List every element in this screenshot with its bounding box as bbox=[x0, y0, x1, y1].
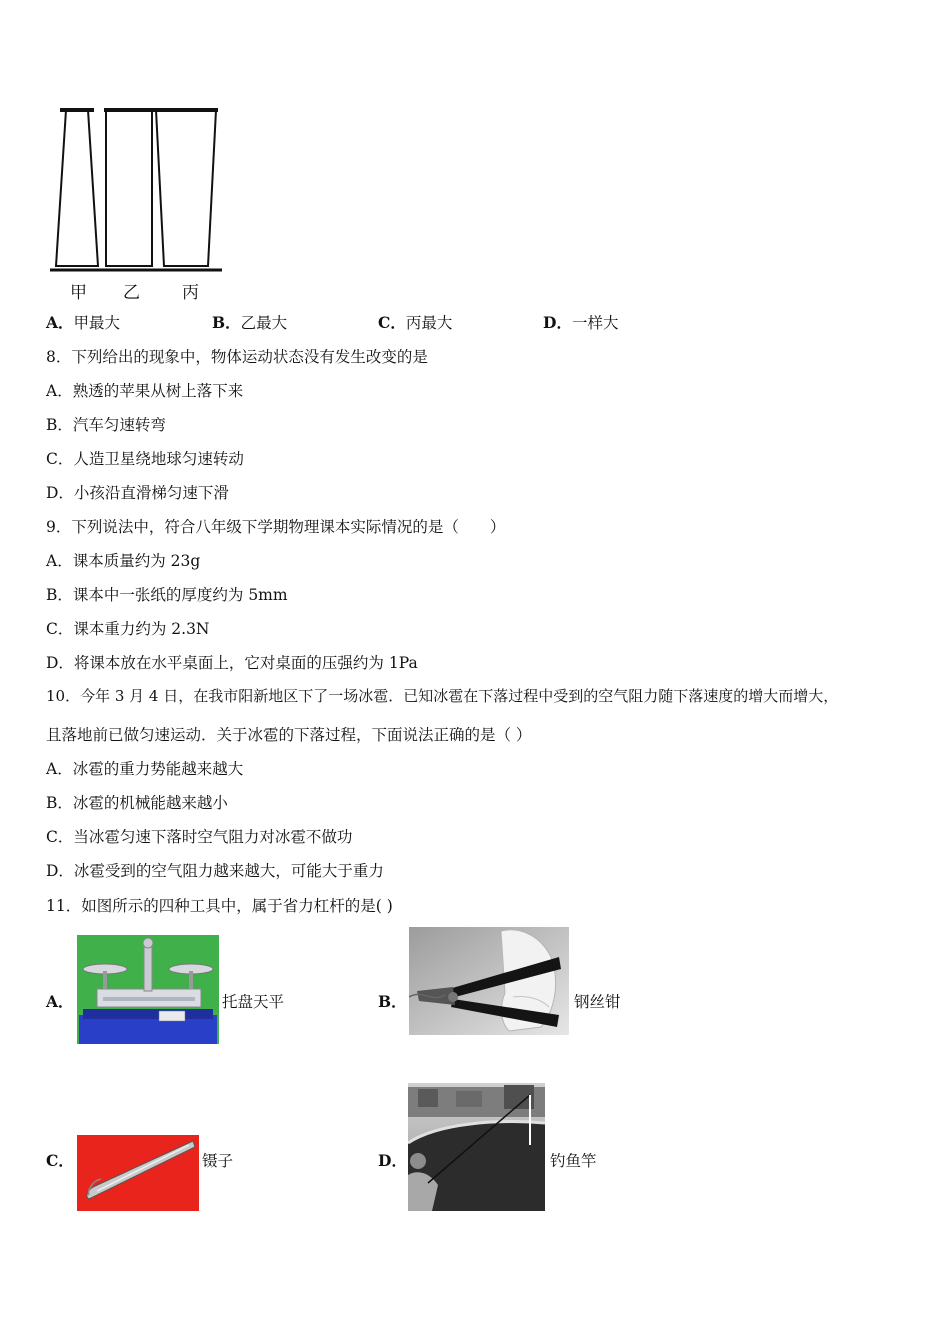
figure-label-bing: 丙 bbox=[182, 283, 199, 303]
container-yi bbox=[106, 110, 152, 266]
q9-option-c[interactable]: C．课本重力约为 2.3N bbox=[46, 620, 210, 638]
q8-option-a[interactable]: A．熟透的苹果从树上落下来 bbox=[46, 382, 244, 400]
q9-stem: 9．下列说法中，符合八年级下学期物理课本实际情况的是（ ） bbox=[46, 518, 506, 536]
container-bing bbox=[156, 110, 216, 266]
q8-option-d[interactable]: D．小孩沿直滑梯匀速下滑 bbox=[46, 484, 229, 502]
q8-option-c[interactable]: C．人造卫星绕地球匀速转动 bbox=[46, 450, 244, 468]
figure-label-jia: 甲 bbox=[70, 283, 87, 303]
q11-option-c-label: 镊子 bbox=[202, 1152, 234, 1170]
q10-option-a[interactable]: A．冰雹的重力势能越来越大 bbox=[46, 760, 244, 778]
fishing-rod-image[interactable] bbox=[408, 1083, 545, 1211]
q9-option-d[interactable]: D．将课本放在水平桌面上，它对桌面的压强约为 1Pa bbox=[46, 654, 418, 672]
q8-stem: 8．下列给出的现象中，物体运动状态没有发生改变的是 bbox=[46, 348, 428, 366]
q11-option-c-letter: C． bbox=[46, 1151, 74, 1170]
containers-figure bbox=[48, 104, 224, 274]
q11-option-a-letter: A． bbox=[46, 992, 74, 1011]
q8-option-b[interactable]: B．汽车匀速转弯 bbox=[46, 416, 166, 434]
balance-image[interactable] bbox=[77, 935, 219, 1044]
tweezers-image[interactable] bbox=[77, 1135, 199, 1211]
q11-option-a-label: 托盘天平 bbox=[222, 993, 285, 1011]
q10-option-c[interactable]: C．当冰雹匀速下落时空气阻力对冰雹不做功 bbox=[46, 828, 353, 846]
q10-option-d[interactable]: D．冰雹受到的空气阻力越来越大，可能大于重力 bbox=[46, 862, 384, 880]
q11-option-d-label: 钓鱼竿 bbox=[550, 1152, 597, 1170]
q9-option-a[interactable]: A．课本质量约为 23g bbox=[46, 552, 201, 570]
q10-stem-line1: 10．今年 3 月 4 日，在我市阳新地区下了一场冰雹．已知冰雹在下落过程中受到的空气阻力随下落速度的增大而增大， bbox=[46, 687, 839, 705]
container-jia bbox=[56, 110, 98, 266]
q7-option-d[interactable]: D．一样大 bbox=[543, 313, 619, 332]
q7-option-c[interactable]: C．丙最大 bbox=[378, 313, 453, 332]
q7-option-b[interactable]: B．乙最大 bbox=[212, 313, 288, 332]
q10-option-b[interactable]: B．冰雹的机械能越来越小 bbox=[46, 794, 228, 812]
q11-option-b-letter: B． bbox=[378, 992, 407, 1011]
figure-label-yi: 乙 bbox=[123, 283, 140, 303]
q11-stem: 11．如图所示的四种工具中，属于省力杠杆的是( ) bbox=[46, 897, 393, 915]
q10-stem-line2: 且落地前已做匀速运动．关于冰雹的下落过程，下面说法正确的是（ ） bbox=[46, 726, 532, 744]
q11-option-d-letter: D． bbox=[378, 1151, 407, 1170]
q11-option-b-label: 钢丝钳 bbox=[574, 993, 621, 1011]
q7-option-a[interactable]: A．甲最大 bbox=[46, 313, 121, 332]
q9-option-b[interactable]: B．课本中一张纸的厚度约为 5mm bbox=[46, 586, 288, 604]
pliers-image[interactable] bbox=[409, 927, 569, 1035]
